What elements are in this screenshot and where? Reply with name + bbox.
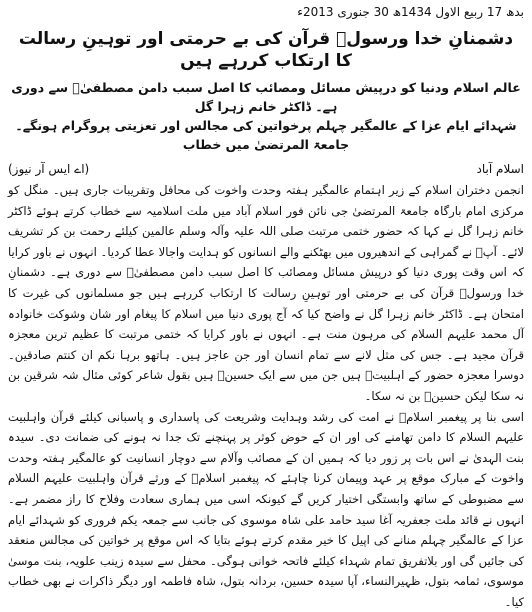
- article-body: [8, 180, 524, 612]
- article-dateline: بدھ 17 ربیع الاول 1434ھ 30 جنوری 2013ء: [297, 5, 524, 19]
- article-paragraph-1: انجمن دختران اسلام کے زیر اہتمام عالمگیر ہفتہ وحدت واخوت کی محافل وتقریبات جاری ہیں۔ منگل کو مرکزی امام بارگاہ جامعۃ المرتضیٰ جی نائن فور اسلام آباد میں ملت اسلامیہ سے خطاب کرتے ہوئے ڈاکٹر خانم زہرا گل نے کہا کہ حضور ختمی مرتبت صلی اللہ علیہ وآلہ وسلم عالمین کیلئے رحمت بن کر تشریف لائے۔ آپؐ نے گمراہی کے اندھیروں میں بھٹکنے والے انسانوں کو ہدایت واجالا عطا کردیا۔ انہوں نے باور کرایا کہ اس وقت پوری دنیا کو درپیش مسائل ومصائب کا اصل سبب دامن مصطفیٰؐ سے دوری ہے۔ دشمنانِ خدا ورسولؐ قرآن کی بے حرمتی اور توہینِ رسالت کا ارتکاب کررہے ہیں جو مسلمانوں کی غیرت کا امتحان ہے۔ ڈاکٹر خانم زہرا گل نے واضح کیا کہ آج پوری دنیا میں اسلام کا پیغام اور شان وشوکت خانوادہ آل محمد علیہم السلام کی مرہون منت ہے۔ انہوں نے باور کرایا کہ ختمی مرتبت کا عظیم ترین معجزہ قرآن مجید ہے۔ جس کی مثل لانے سے تمام انسان اور جن عاجز ہیں۔ ہاتھو برہا نکم ان کنتم صادقین۔ دوسرا معجزہ حضور کے اہلبیتؑ ہیں جن میں سے ایک حسینؑ ہیں بقول شاعر کوئی مثال شہ شرقین بن نہ سکا لیکن حسینؑ بن نہ سکا۔: [8, 183, 524, 403]
- article-source-line: [8, 160, 524, 178]
- article-subhead-1: عالم اسلام ودنیا کو درپیش مسائل ومصائب کا اصل سبب دامن مصطفیٰؐ سے دوری ہے۔ ڈاکٹر خانم زہرا گل: [11, 80, 521, 114]
- article-subheads: [8, 78, 524, 154]
- article-agency: (اے ایس آر نیوز): [8, 162, 90, 176]
- article-headline: دشمنانِ خدا ورسولؐ قرآن کی بے حرمتی اور توہینِ رسالت کا ارتکاب کررہے ہیں: [18, 29, 514, 71]
- article-paragraph-2: اسی بنا پر پیغمبر اسلامؐ نے امت کی رشد وہدایت وشریعت کی پاسداری و پاسبانی کیلئے قرآن واہلبیت علیہم السلام کا دامن تھامنے کی اور ان کے حوض کوثر پر پہنچنے تک جدا نہ ہونے کی ضمانت دی۔ سیدہ بنت الہدیٰ نے اس بات پر زور دیا کہ ہمیں ان کے مصائب وآلام سے دوچار انسانیت کو عالمگیر ہفتہ وحدت واخوت کے مبارک موقع پر عہد وپیمان کرنا چاہئے کہ پیغمبر اسلامؐ کے ورثے قرآن واہلبیت علیہم السلام سے مضبوطی کے ساتھ وابستگی اختیار کریں گے کیونکہ اسی میں ہماری سعادت وفلاح کا راز مضمر ہے۔ انہوں نے قائد ملت جعفریہ آغا سید حامد علی شاہ موسوی کی جانب سے جمعہ یکم فروری کو شہدائے ایام عزا کے عالمگیر چہلم منانے کی اپیل کا خیر مقدم کرتے ہوئے بتایا کہ اس موقع پر خواتین کی مجالس منعقد کی جائیں گی اور بلاتفریق تمام شہداء کیلئے فاتحہ خوانی ہوگی۔ محفل سے سیدہ زینب علویہ، بنت موسیٰ موسوی، ثمامہ بتول، ظہیرالنساء، آپا سیدہ حسین، بردانہ بتول، شاہ فاطمہ اور دیگر ذاکرات نے بھی خطاب کیا۔: [8, 409, 524, 609]
- article-subhead-2: شہدائے ایام عزا کے عالمگیر چہلم پرخواتین کی مجالس اور تعزیتی پروگرام ہونگے۔ جامعۃ المرتضیٰ میں خطاب: [15, 118, 517, 152]
- article-location: اسلام آباد: [476, 162, 524, 176]
